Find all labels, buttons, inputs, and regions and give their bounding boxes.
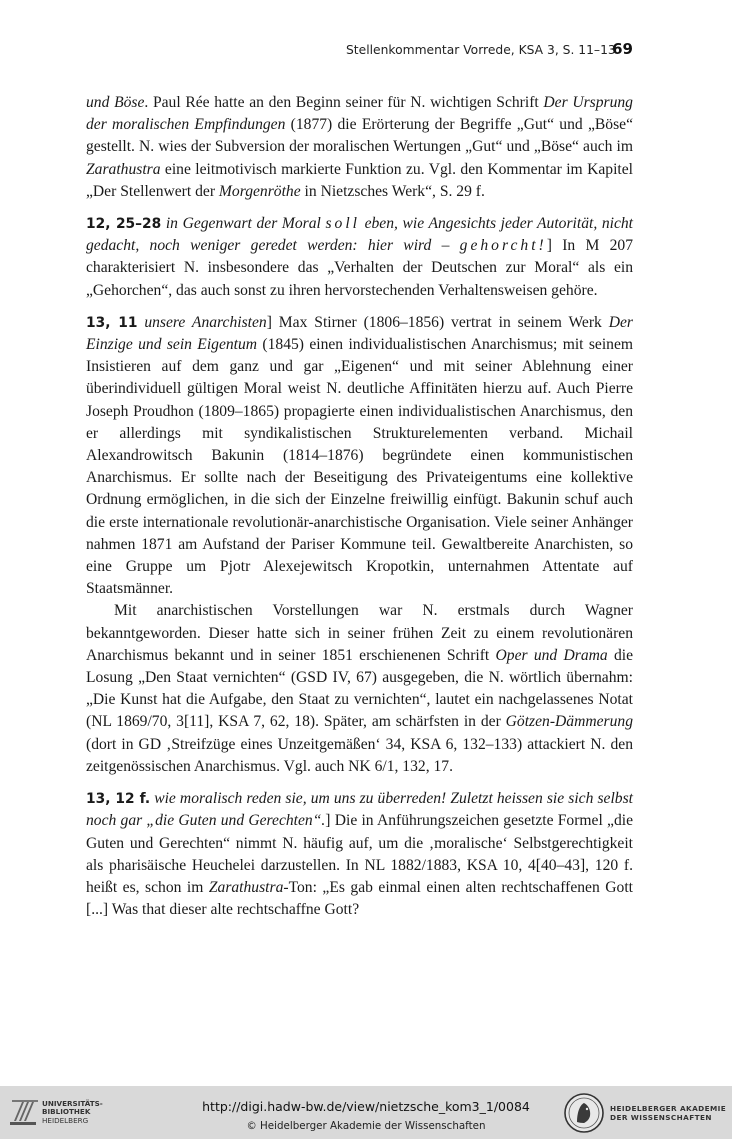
paragraph-3 (86, 312, 633, 601)
paragraph-4 (86, 600, 633, 778)
paragraph-5 (86, 788, 633, 921)
text: in Nietzsches Werk“, S. 29 f. (300, 182, 485, 200)
text: die Losung „Den Staat vernichten“ (GSD IV, 67) ausgegeben, die N. wörtlich übernahm: „Die Kunst hat die Aufgabe, den Staat zu vernichten“, lautet ein nachgelassenes Notat (NL 1869/70, 3[11], KSA 7, 62, 18). Später, am schärfsten in der (86, 646, 634, 731)
lemma-quote: eben, wie Angesichts jeder Autorität, nicht gedacht, noch weniger geredet werden: hier wird – (86, 215, 633, 255)
academy-name (610, 1104, 726, 1122)
running-header: Stellenkommentar Vorrede, KSA 3, S. 11–13 (346, 43, 616, 57)
book-title: Der Ursprung der moralischen Empfindungen (86, 94, 633, 134)
text: Mit anarchistischen Vorstellungen war N. erstmals durch Wagner bekanntgeworden. Dieser hatte sich in seiner frühen Zeit zu einem revolutionären Anarchismus bekannt und in seiner 1851 erschienenen Schrift (86, 602, 633, 664)
text: ] Die in Anführungszeichen gesetzte Formel „die Guten und Gerechten“ nimmt N. häufig auf, um die ‚moralische‘ Selbstgerechtigkeit als pharisäische Heuchelei darzustellen. In NL 1882/1883, KSA 10, 4[40–43], 120 f. heißt es, schon im (86, 812, 633, 896)
commentary-body (86, 92, 633, 931)
ub-line-3: HEIDELBERG (42, 1115, 89, 1125)
digitization-footer (0, 1086, 732, 1139)
text: (1845) einen individualistischen Anarchismus; mit seinem Insistieren auf dem ganz und gar „Eigenen“ und mit seiner Ablehnung einer überindividuell gültigen Moral weist N. deutliche Affinitäten hierzu auf. Auch Pierre Joseph Proudhon (1809–1865) propagierte einen individualistischen Anarchismus, den er allerdings mit syndikalistischen Strukturelementen verband. Michail Alexandrowitsch Bakunin (1814–1876) begründete einen kommunistischen Anarchismus. Er sollte nach der Beseitigung des Privateigentums eine kollektive Ordnung ermöglichen, in die sich der Einzelne freiwillig einfügt. Bakunin schuf auch die erste internationale revolutionär-anarchistische Organisation. Viele seiner Anhänger nahmen 1871 am Aufstand der Pariser Kommune teil. Gewaltbereite Anarchisten, so eine Gruppe um Pjotr Alexejewitsch Kropotkin, unternahmen Attentate auf Staatsmänner. (86, 336, 633, 598)
book-title: Zarathustra (86, 160, 161, 178)
lemma-reference: 13, 12 f. (86, 791, 151, 808)
text: (1877) die Erörterung der Begriffe „Gut“ und „Böse“ gestellt. N. wies der Subversion der moralischen Wertungen „Gut“ und „Böse“ auch im (86, 116, 633, 156)
text: ] Max Stirner (1806–1856) vertrat in seinem Werk (266, 313, 609, 331)
lemma-quote: in Gegenwart der Moral (161, 215, 326, 233)
text: -Ton: „Es gab einmal einen alten rechtschaffenen Gott [...] Was that dieser alte rechtschaffne Gott? (86, 878, 633, 919)
permalink-url[interactable]: http://digi.hadw-bw.de/view/nietzsche_kom3_1/0084 (202, 1099, 530, 1114)
spaced-emphasis: gehorcht! (459, 237, 547, 255)
book-title: Der Einzige und sein Eigentum (86, 313, 633, 354)
copyright-notice: © Heidelberger Akademie der Wissenschaften (246, 1120, 486, 1132)
academy-line-1: HEIDELBERGER AKADEMIE (610, 1104, 727, 1113)
text: (dort in GD ‚Streifzüge eines Unzeitgemäßen‘ 34, KSA 6, 132–133) attackiert N. den zeitgenössischen Anarchismus. Vgl. auch NK 6/1, 132, 17. (86, 735, 633, 775)
text: . Paul Rée hatte an den Beginn seiner für N. wichtigen Schrift (144, 94, 544, 111)
book-title: Götzen-Dämmerung (505, 713, 633, 731)
book-title: Oper und Drama (495, 646, 608, 664)
ub-line-2: BIBLIOTHEK (42, 1107, 91, 1117)
academy-line-2: DER WISSENSCHAFTEN (610, 1113, 712, 1122)
page-number: 69 (612, 40, 633, 58)
paragraph-2 (86, 213, 633, 302)
emphasis: und Böse (86, 94, 145, 111)
ub-line-1: UNIVERSITÄTS- (42, 1099, 103, 1108)
book-title: Morgenröthe (218, 182, 301, 200)
lemma-reference: 13, 11 (86, 314, 138, 331)
academy-seal-icon (563, 1092, 605, 1134)
spaced-emphasis: soll (325, 215, 360, 233)
lemma-quote: unsere Anarchisten (137, 313, 267, 331)
paragraph-1 (86, 92, 633, 203)
text: eine leitmotivisch markierte Funktion zu. Vgl. den Kommentar im Kapitel „Der Stellenwert der (86, 160, 633, 200)
text: ] In M 207 charakterisiert N. insbesondere das „Verhalten der Deutschen zur Moral“ als ein „Gehorchen“, das auch sonst zu ihren hervorstechenden Verhaltensweisen gehöre. (86, 237, 633, 299)
book-title: Zarathustra (208, 878, 284, 896)
lemma-reference: 12, 25–28 (86, 216, 162, 233)
lemma-quote: wie moralisch reden sie, um uns zu überreden! Zuletzt heissen sie sich selbst noch gar „die Guten und Gerechten“. (86, 790, 633, 830)
